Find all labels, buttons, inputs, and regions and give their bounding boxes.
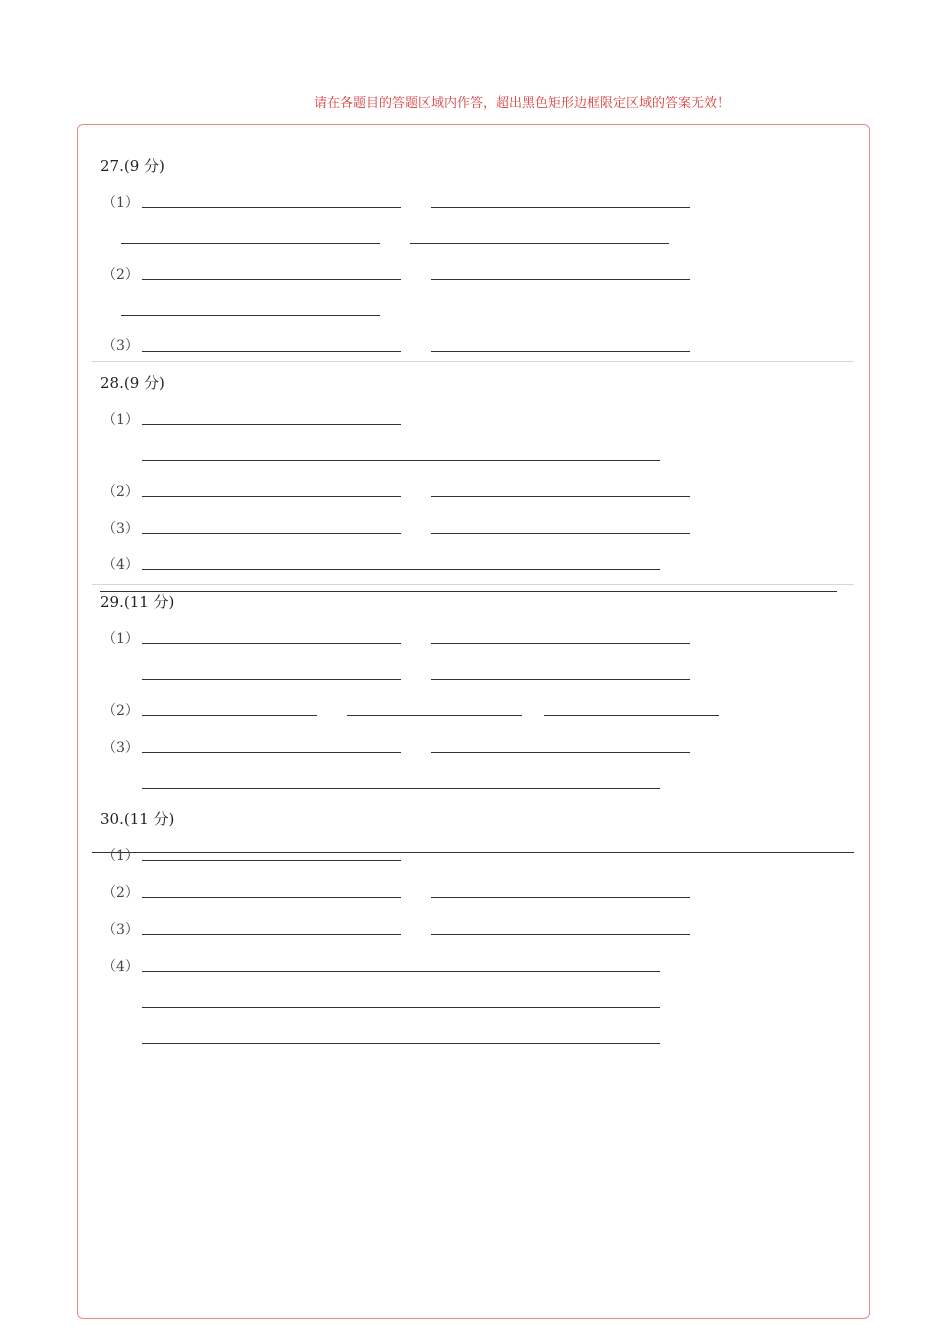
answer-blank[interactable] (142, 424, 401, 425)
answer-blank[interactable] (431, 351, 690, 352)
answer-blank[interactable] (347, 715, 522, 716)
section-divider (92, 361, 854, 362)
answer-blank[interactable] (142, 351, 401, 352)
question-27-part-1-label: （1） (102, 195, 139, 211)
question-27-title: 27.(9 分) (100, 157, 165, 175)
question-29-part-2-label: （2） (102, 703, 139, 719)
answer-blank[interactable] (431, 496, 690, 497)
answer-blank[interactable] (142, 533, 401, 534)
answer-blank[interactable] (142, 460, 660, 461)
question-29-part-3-label: （3） (102, 740, 139, 756)
answer-blank[interactable] (544, 715, 719, 716)
answer-blank[interactable] (142, 643, 401, 644)
question-28-part-4-label: （4） (102, 557, 139, 573)
answer-blank[interactable] (431, 897, 690, 898)
answer-blank[interactable] (142, 1007, 660, 1008)
answer-blank[interactable] (142, 934, 401, 935)
question-30-part-2-label: （2） (102, 885, 139, 901)
answer-blank[interactable] (431, 752, 690, 753)
question-30-title: 30.(11 分) (100, 810, 175, 828)
question-30-part-1-label: （1） (102, 848, 139, 864)
question-29-title: 29.(11 分) (100, 593, 175, 611)
answer-blank[interactable] (142, 897, 401, 898)
answer-blank[interactable] (142, 715, 317, 716)
section-divider (100, 591, 837, 592)
question-28-title: 28.(9 分) (100, 374, 165, 392)
answer-frame (77, 124, 870, 1319)
answer-blank[interactable] (142, 279, 401, 280)
question-28-part-3-label: （3） (102, 521, 139, 537)
answer-blank[interactable] (142, 679, 401, 680)
section-divider (92, 584, 854, 585)
answer-blank[interactable] (431, 679, 690, 680)
answer-blank[interactable] (142, 752, 401, 753)
section-divider (92, 852, 854, 853)
answer-blank[interactable] (431, 279, 690, 280)
answer-blank[interactable] (142, 1043, 660, 1044)
answer-blank[interactable] (142, 788, 660, 789)
answer-blank[interactable] (121, 243, 380, 244)
question-30-part-3-label: （3） (102, 922, 139, 938)
answer-blank[interactable] (142, 496, 401, 497)
answer-area-notice: 请在各题目的答题区域内作答，超出黑色矩形边框限定区域的答案无效！ (313, 96, 730, 111)
question-27-part-3-label: （3） (102, 338, 139, 354)
answer-blank[interactable] (121, 315, 380, 316)
answer-blank[interactable] (431, 934, 690, 935)
answer-blank[interactable] (142, 971, 660, 972)
question-30-part-4-label: （4） (102, 959, 139, 975)
answer-blank[interactable] (431, 643, 690, 644)
question-27-part-2-label: （2） (102, 267, 139, 283)
answer-blank[interactable] (142, 569, 660, 570)
answer-blank[interactable] (142, 207, 401, 208)
answer-blank[interactable] (410, 243, 669, 244)
question-28-part-1-label: （1） (102, 412, 139, 428)
answer-blank[interactable] (142, 860, 401, 861)
answer-blank[interactable] (431, 207, 690, 208)
answer-blank[interactable] (431, 533, 690, 534)
question-28-part-2-label: （2） (102, 484, 139, 500)
question-29-part-1-label: （1） (102, 631, 139, 647)
